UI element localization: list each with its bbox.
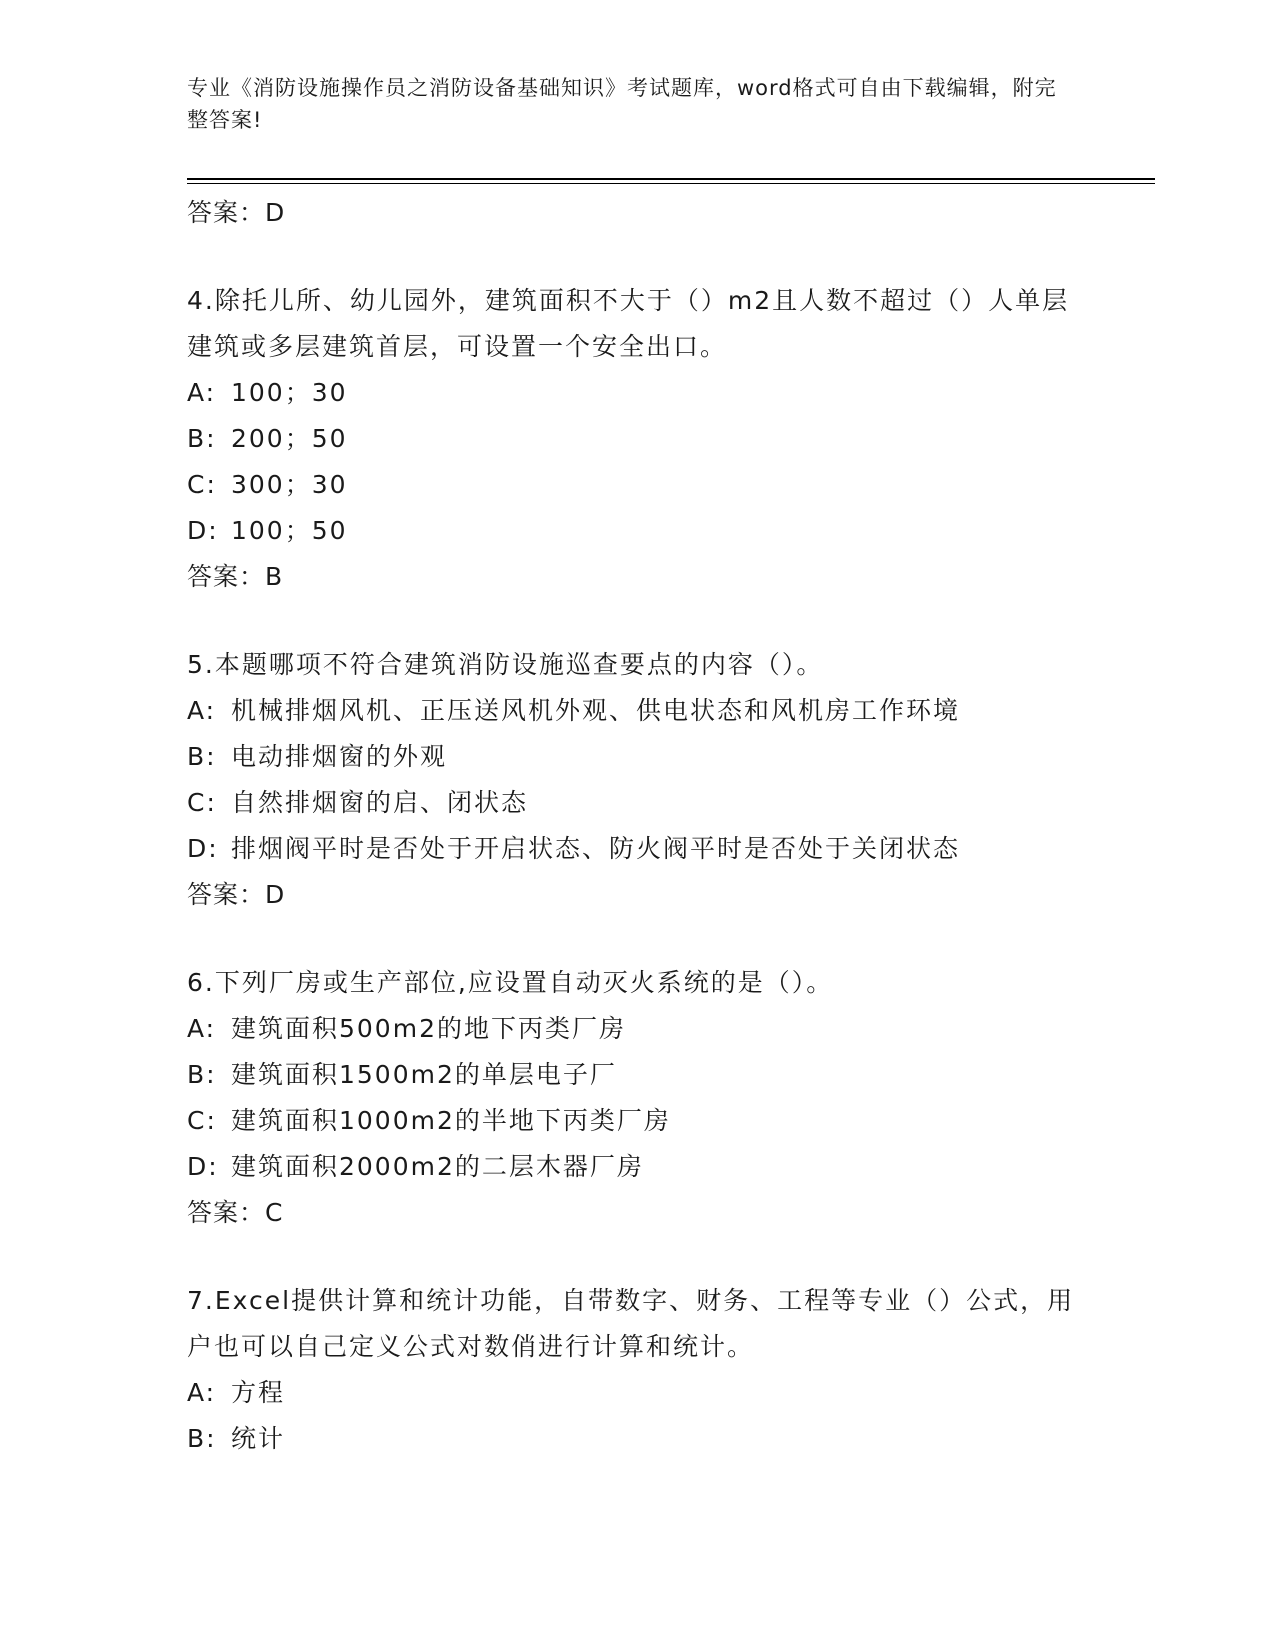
question-block — [187, 1278, 1087, 1462]
option-label: A: — [187, 1014, 217, 1043]
option-a — [187, 1006, 1087, 1052]
option-text: 100；50 — [231, 516, 348, 545]
option-d — [187, 1144, 1087, 1190]
option-label: C: — [187, 1106, 217, 1135]
option-text: 机械排烟风机、正压送风机外观、供电状态和风机房工作环境 — [231, 696, 961, 725]
option-label: D: — [187, 834, 219, 863]
option-c — [187, 1098, 1087, 1144]
question-stem: 4.除托儿所、幼儿园外，建筑面积不大于（）m2且人数不超过（）人单层建筑或多层建筑首层，可设置一个安全出口。 — [187, 286, 1070, 361]
question-block — [187, 960, 1087, 1236]
header-note: 专业《消防设施操作员之消防设备基础知识》考试题库，word格式可自由下载编辑，附完整答案! — [187, 76, 1057, 132]
option-b — [187, 1416, 1087, 1462]
option-d — [187, 826, 1087, 872]
option-label: A: — [187, 378, 217, 407]
option-label: C: — [187, 788, 217, 817]
option-text: 建筑面积1000m2的半地下丙类厂房 — [231, 1106, 671, 1135]
option-b — [187, 416, 1087, 462]
option-text: 方程 — [231, 1378, 286, 1407]
option-text: 200；50 — [231, 424, 348, 453]
option-label: B: — [187, 424, 217, 453]
option-label: A: — [187, 1378, 217, 1407]
header-divider-thick — [187, 178, 1155, 180]
header-divider-thin — [187, 183, 1155, 184]
question-stem: 5.本题哪项不符合建筑消防设施巡查要点的内容（）。 — [187, 650, 824, 679]
option-label: C: — [187, 470, 217, 499]
option-a — [187, 688, 1087, 734]
option-text: 统计 — [231, 1424, 286, 1453]
question-stem: 7.Excel提供计算和统计功能，自带数字、财务、工程等专业（）公式，用户也可以自己定义公式对数俏进行计算和统计。 — [187, 1286, 1075, 1361]
answer-line: 答案：D — [187, 198, 286, 227]
option-text: 自然排烟窗的启、闭状态 — [231, 788, 529, 817]
option-label: B: — [187, 1060, 217, 1089]
question-block — [187, 278, 1087, 600]
question-stem: 6.下列厂房或生产部位,应设置自动灭火系统的是（）。 — [187, 968, 834, 997]
option-d — [187, 508, 1087, 554]
option-text: 建筑面积2000m2的二层木器厂房 — [231, 1152, 644, 1181]
answer-line: 答案：B — [187, 562, 284, 591]
option-b — [187, 1052, 1087, 1098]
option-text: 建筑面积1500m2的单层电子厂 — [231, 1060, 617, 1089]
option-label: D: — [187, 1152, 219, 1181]
option-c — [187, 780, 1087, 826]
answer-line: 答案：D — [187, 880, 286, 909]
option-label: D: — [187, 516, 219, 545]
option-b — [187, 734, 1087, 780]
option-c — [187, 462, 1087, 508]
question-list — [187, 190, 1087, 1462]
option-text: 电动排烟窗的外观 — [231, 742, 448, 771]
option-text: 建筑面积500m2的地下丙类厂房 — [231, 1014, 626, 1043]
option-a — [187, 1370, 1087, 1416]
option-a — [187, 370, 1087, 416]
option-label: B: — [187, 1424, 217, 1453]
option-text: 300；30 — [231, 470, 348, 499]
question-block — [187, 642, 1087, 918]
option-text: 100；30 — [231, 378, 348, 407]
answer-line: 答案：C — [187, 1198, 284, 1227]
option-label: B: — [187, 742, 217, 771]
option-label: A: — [187, 696, 217, 725]
option-text: 排烟阀平时是否处于开启状态、防火阀平时是否处于关闭状态 — [231, 834, 961, 863]
